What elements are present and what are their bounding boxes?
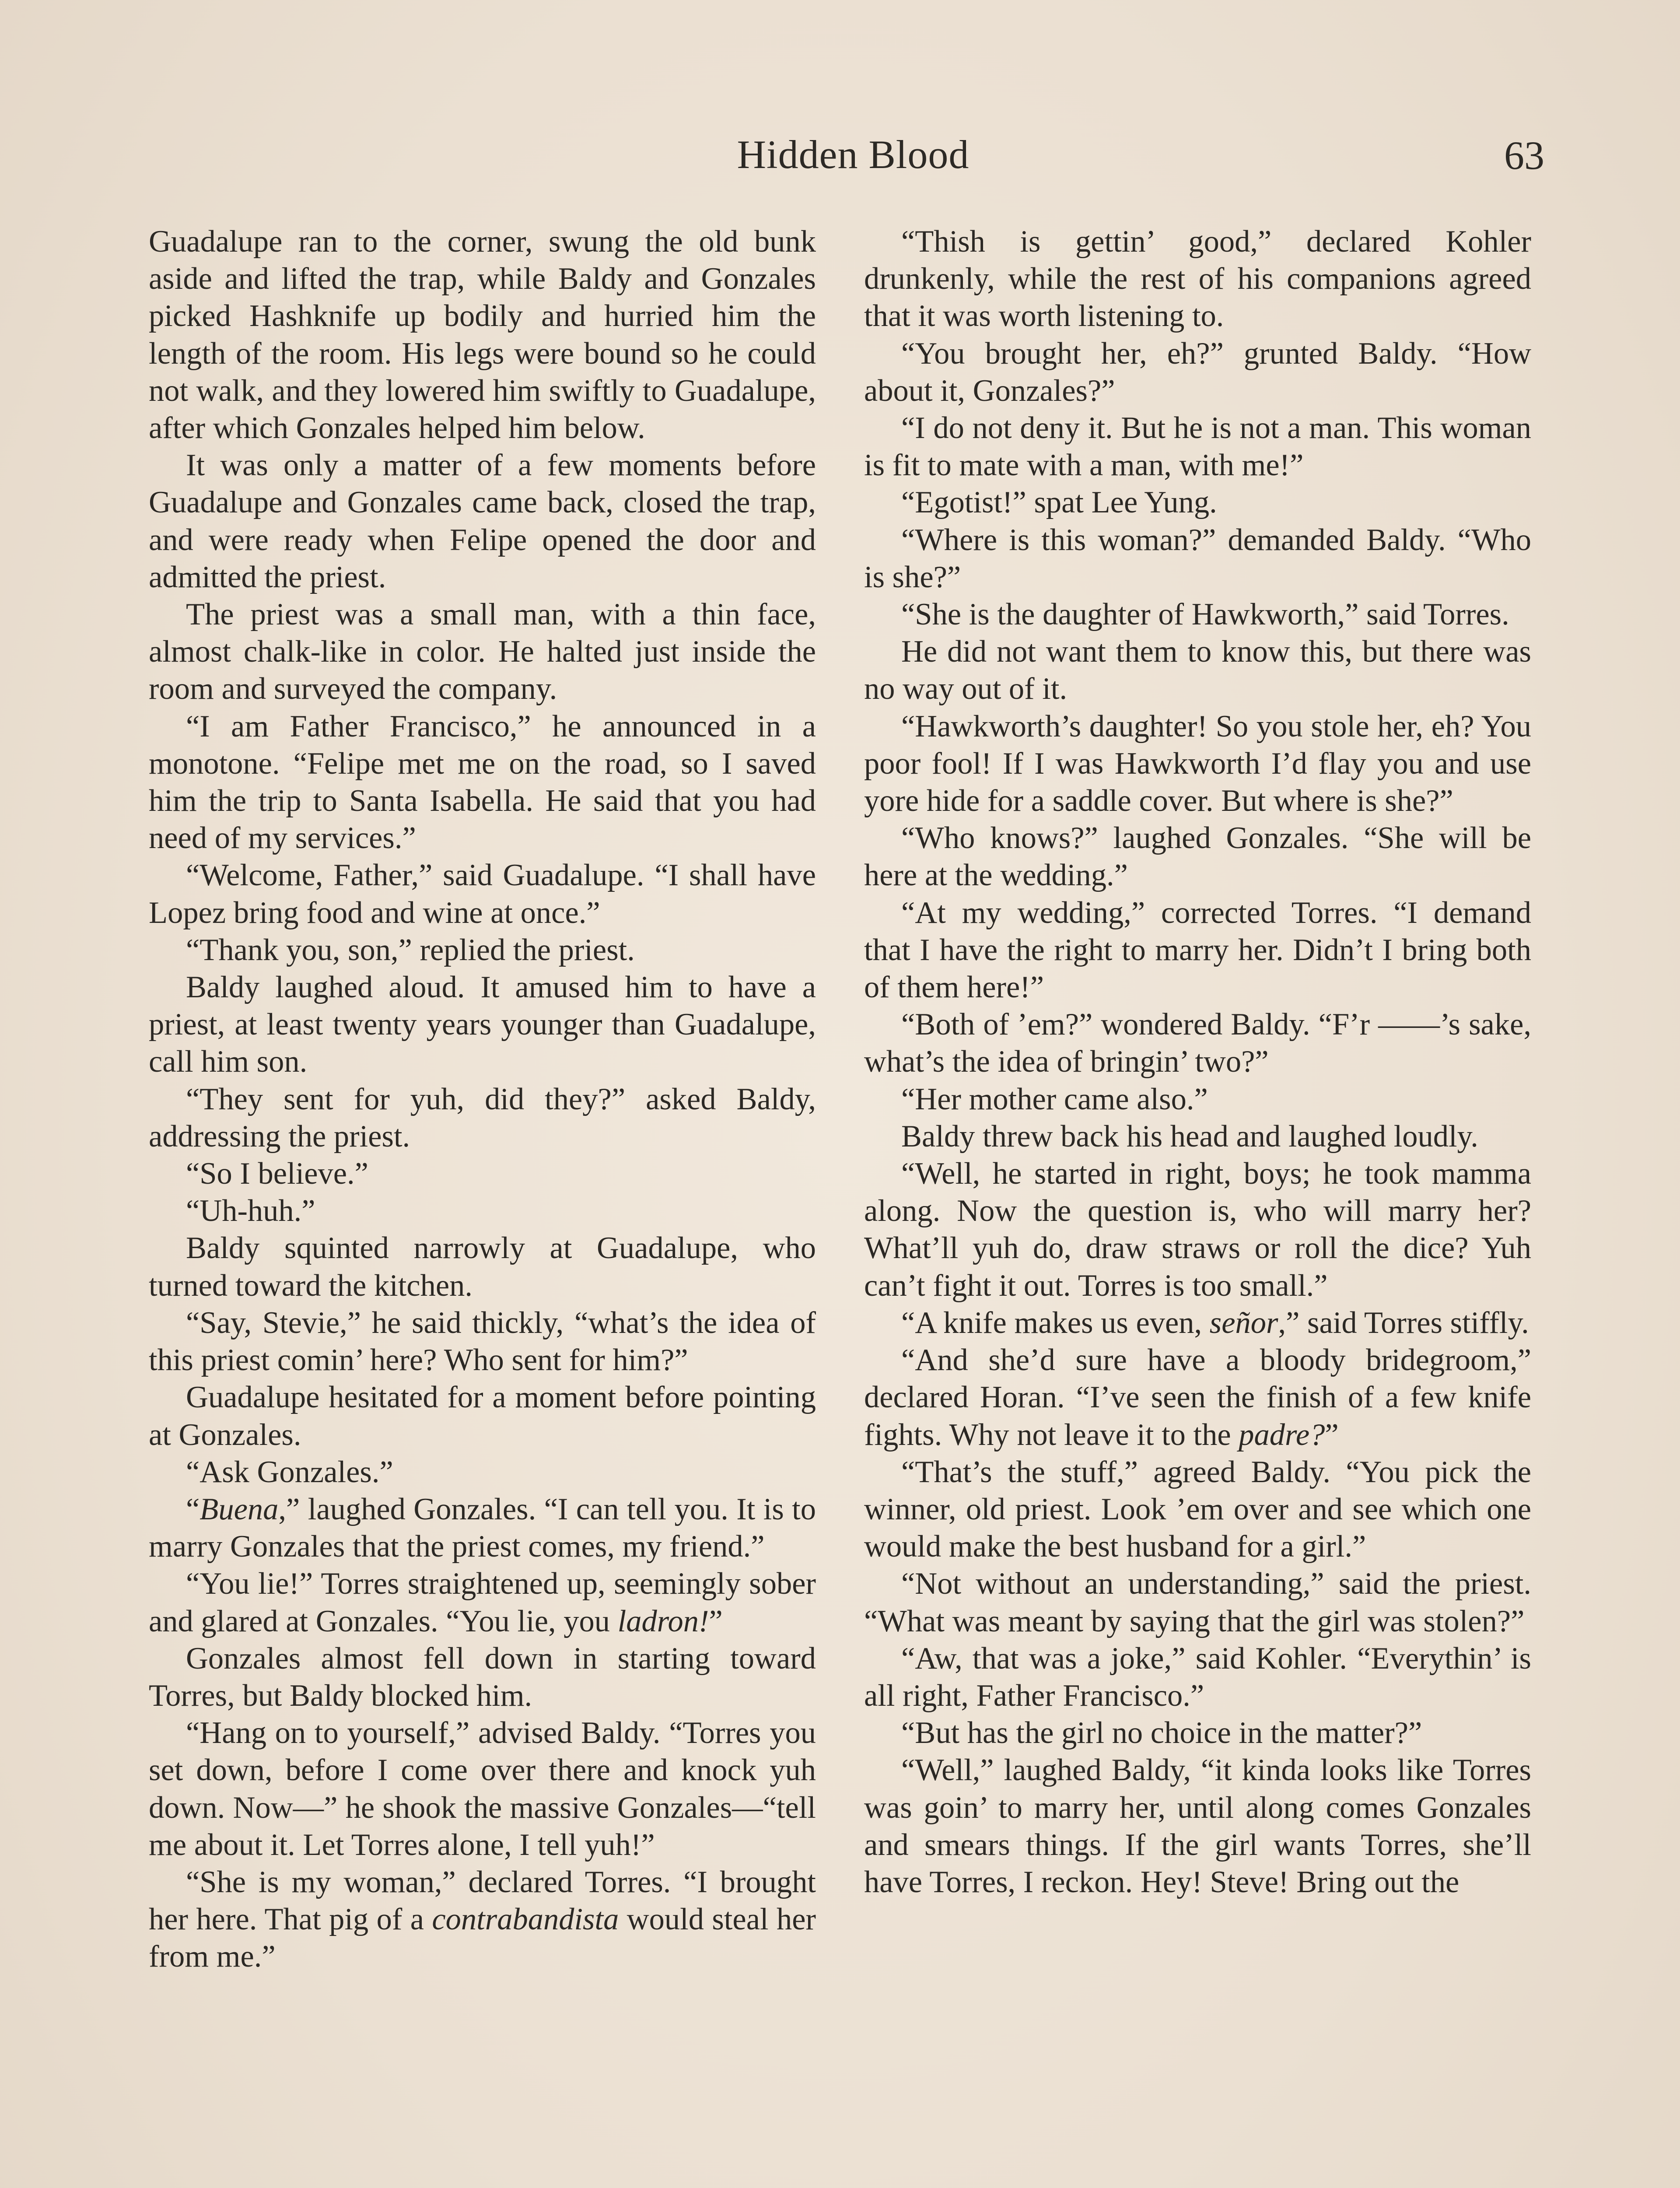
paragraph [864,1342,1531,1454]
paragraph: “Say, Stevie,” he said thickly, “what’s the idea of this priest comin’ here? Who sent for him?” [149,1305,816,1378]
paragraph: He did not want them to know this, but there was no way out of it. [864,635,1531,706]
paragraph: “At my wedding,” corrected Torres. “I demand that I have the right to marry her. Didn’t I bring both of them here!” [864,895,1531,1005]
italic-text: ladron! [617,1604,709,1638]
text-run: “ [186,1492,200,1526]
text-run: “You lie!” Torres straightened up, seemingly sober and glared at Gonzales. “You lie, you [149,1567,816,1638]
paragraph: “Well, he started in right, boys; he took mamma along. Now the question is, who will marry her? What’ll yuh do, draw straws or roll the dice? Yuh can’t fight it out. Torres is too small.” [864,1157,1531,1303]
left-text-column [149,223,816,1976]
text-run: ,” laughed Gonzales. “I can tell you. It is to marry Gonzales that the priest comes, my friend.” [149,1492,816,1564]
italic-text: padre? [1239,1417,1325,1452]
paragraph [864,1304,1531,1342]
italic-text: contrabandista [432,1902,619,1937]
text-run: ,” said Torres stiffly. [1278,1305,1529,1340]
paragraph: Gonzales almost fell down in starting toward Torres, but Baldy blocked him. [149,1641,816,1713]
paragraph: “You brought her, eh?” grunted Baldy. “How about it, Gonzales?” [864,336,1531,408]
paragraph: Guadalupe ran to the corner, swung the old bunk aside and lifted the trap, while Baldy and Gonzales picked Hashknife up bodily and hurried him the length of the room. His legs were bound so he could not walk, and they lowered him swiftly to Guadalupe, after which Gonzales helped him below. [149,224,816,445]
italic-text: Buena [200,1492,279,1526]
paragraph: “Ask Gonzales.” [186,1455,393,1489]
paragraph: Baldy squinted narrowly at Guadalupe, who turned toward the kitchen. [149,1231,816,1303]
paragraph: “Thank you, son,” replied the priest. [186,933,635,967]
text-run: ” [1325,1417,1339,1452]
page-number: 63 [1504,133,1544,178]
paragraph [149,1864,816,1976]
paragraph: “Not without an understanding,” said the priest. “What was meant by saying that the girl was stolen?” [864,1567,1531,1638]
paragraph: “Hang on to yourself,” advised Baldy. “Torres you set down, before I come over there and knock yuh down. Now—” he shook the massive Gonzales—“tell me about it. Let Torres alone, I tell yuh!” [149,1716,816,1862]
paragraph: “Welcome, Father,” said Guadalupe. “I shall have Lopez bring food and wine at once.” [149,858,816,930]
paragraph: “Both of ’em?” wondered Baldy. “F’r ——’s sake, what’s the idea of bringin’ two?” [864,1007,1531,1079]
paragraph: It was only a matter of a few moments before Guadalupe and Gonzales came back, closed the trap, and were ready when Felipe opened the door and admitted the priest. [149,448,816,594]
text-run: “A knife makes us even, [901,1305,1210,1340]
paragraph: “But has the girl no choice in the matter?” [901,1716,1422,1750]
paragraph: “So I believe.” [186,1157,368,1191]
paragraph: “That’s the stuff,” agreed Baldy. “You pick the winner, old priest. Look ’em over and see which one would make the best husband for a girl.” [864,1455,1531,1564]
paragraph: Baldy laughed aloud. It amused him to have a priest, at least twenty years younger than Guadalupe, call him son. [149,970,816,1079]
text-run: ” [709,1604,723,1638]
paragraph: “Her mother came also.” [901,1082,1208,1116]
paragraph: “Uh-huh.” [186,1194,315,1228]
paragraph: “Hawkworth’s daughter! So you stole her, eh? You poor fool! If I was Hawkworth I’d flay you and use yore hide for a saddle cover. But where is she?” [864,709,1531,818]
paragraph [149,1565,816,1640]
running-title: Hidden Blood [737,132,970,177]
paragraph: “Aw, that was a joke,” said Kohler. “Everythin’ is all right, Father Francisco.” [864,1641,1531,1713]
italic-text: señor [1209,1305,1278,1340]
paragraph: “Thish is gettin’ good,” declared Kohler drunkenly, while the rest of his companions agreed that it was worth listening to. [864,224,1531,333]
paragraph: Baldy threw back his head and laughed loudly. [901,1119,1478,1154]
paragraph [149,1491,816,1565]
paragraph: “I do not deny it. But he is not a man. This woman is fit to mate with a man, with me!” [864,411,1531,483]
text-run: “She is my woman,” declared Torres. “I brought her here. That pig of a [149,1865,816,1937]
paragraph: “They sent for yuh, did they?” asked Baldy, addressing the priest. [149,1082,816,1154]
paragraph: The priest was a small man, with a thin face, almost chalk-like in color. He halted just inside the room and surveyed the company. [149,597,816,706]
right-text-column [864,223,1531,1901]
paragraph: “I am Father Francisco,” he announced in a monotone. “Felipe met me on the road, so I saved him the trip to Santa Isabella. He said that you had need of my services.” [149,709,816,856]
paragraph: “Egotist!” spat Lee Yung. [901,485,1217,520]
paragraph: “She is the daughter of Hawkworth,” said Torres. [901,597,1509,632]
paragraph: Guadalupe hesitated for a moment before pointing at Gonzales. [149,1380,816,1452]
paragraph: “Who knows?” laughed Gonzales. “She will be here at the wedding.” [864,821,1531,893]
text-run: “And she’d sure have a bloody bridegroom,” declared Horan. “I’ve seen the finish of a few knife fights. Why not leave it to the [864,1343,1531,1452]
paragraph: “Well,” laughed Baldy, “it kinda looks like Torres was goin’ to marry her, until along comes Gonzales and smears things. If the girl wants Torres, she’ll have Torres, I reckon. Hey! Steve! Bring out the [864,1753,1531,1899]
paragraph: “Where is this woman?” demanded Baldy. “Who is she?” [864,522,1531,594]
text-run: would steal her from me.” [149,1902,816,1974]
